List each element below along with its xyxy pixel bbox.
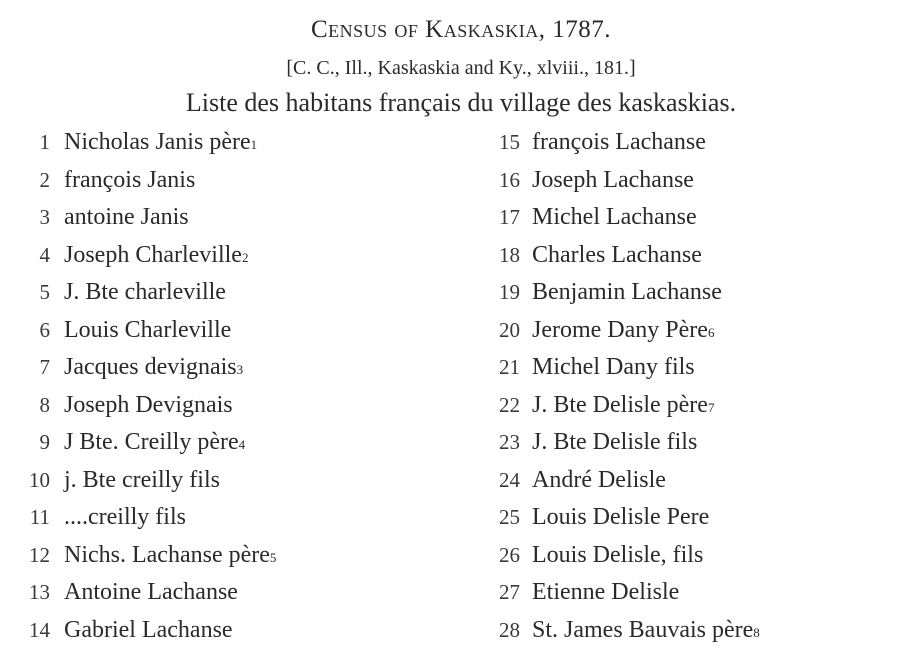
page-title: Census of Kaskaskia, 1787. — [310, 16, 611, 43]
list-item: 28 St. James Bauvais père 8 — [476, 612, 916, 650]
list-item: 4 Joseph Charleville 2 — [4, 237, 464, 275]
list-item — [4, 462, 464, 500]
entry-name: J. Bte charleville — [64, 279, 226, 305]
entry-number: 15 — [499, 130, 520, 154]
list-item — [4, 612, 464, 650]
right-column-list — [476, 124, 916, 649]
entry-number: 7 — [39, 355, 50, 379]
entry-number: 12 — [29, 542, 50, 567]
entry-number: 6 — [39, 317, 50, 342]
entry-number: 21 — [499, 355, 520, 379]
entry-name: Joseph Devignais — [64, 391, 233, 418]
entry-name: antoine Janis — [64, 204, 189, 230]
list-item: 20 Jerome Dany Père 6 — [476, 312, 916, 350]
list-item — [4, 274, 464, 312]
list-item — [476, 237, 916, 275]
entry-name: J. Bte Delisle fils — [532, 429, 698, 455]
entry-name: Nicholas Janis père — [64, 129, 251, 155]
entry-number: 14 — [29, 617, 50, 642]
entry-name: françois Lachanse — [532, 129, 706, 155]
list-item — [476, 537, 916, 575]
entry-number: 25 — [499, 505, 520, 529]
entry-number: 13 — [29, 580, 50, 604]
list-item: 9 J Bte. Creilly père 4 — [4, 424, 464, 462]
list-item — [4, 387, 464, 425]
entry-number: 17 — [499, 205, 520, 229]
list-item — [4, 499, 464, 537]
list-item — [476, 424, 916, 462]
list-item — [4, 574, 464, 612]
entry-number: 27 — [499, 580, 520, 604]
entry-number: 26 — [499, 542, 520, 567]
list-item — [476, 349, 916, 387]
entry-name: Joseph Charleville — [64, 241, 242, 268]
entry-number: 4 — [39, 242, 50, 267]
entry-number: 16 — [499, 167, 520, 192]
entry-name: Antoine Lachanse — [64, 579, 238, 605]
list-item: 22 J. Bte Delisle père 7 — [476, 387, 916, 425]
list-item — [4, 162, 464, 200]
left-column-list — [4, 124, 464, 649]
entry-name: Gabriel Lachanse — [64, 616, 233, 643]
entry-name: St. James Bauvais père — [532, 616, 754, 643]
entry-name: André Delisle — [532, 466, 666, 493]
entry-name: françois Janis — [64, 166, 196, 193]
list-item — [476, 124, 916, 162]
list-item — [476, 574, 916, 612]
entry-number: 1 — [39, 130, 50, 154]
entry-name: Louis Delisle Pere — [532, 504, 710, 530]
entry-name: Louis Charleville — [64, 316, 232, 343]
entry-name: Louis Delisle, fils — [532, 541, 704, 568]
list-item — [4, 312, 464, 350]
list-item: 12 Nichs. Lachanse père 5 — [4, 537, 464, 575]
entry-number: 5 — [39, 280, 50, 304]
entry-number: 2 — [39, 167, 50, 192]
list-item: 1 Nicholas Janis père 1 — [4, 124, 464, 162]
entry-name: Jerome Dany Père — [532, 316, 708, 343]
entry-number: 22 — [499, 392, 520, 417]
entry-number: 28 — [499, 617, 520, 642]
list-item: 7 Jacques devignais 3 — [4, 349, 464, 387]
entry-name: J. Bte Delisle père — [532, 391, 708, 418]
list-item — [476, 199, 916, 237]
entry-number: 20 — [499, 317, 520, 342]
entry-name: J Bte. Creilly père — [64, 429, 239, 455]
entry-name: j. Bte creilly fils — [64, 466, 220, 493]
entry-number: 24 — [499, 467, 520, 492]
entry-number: 23 — [499, 430, 520, 454]
entry-name: Jacques devignais — [64, 354, 237, 380]
entry-name: Charles Lachanse — [532, 241, 702, 268]
list-subtitle: Liste des habitans français du village des kaskaskias. — [185, 88, 737, 117]
entry-name: ....creilly fils — [64, 504, 186, 530]
entry-number: 8 — [39, 392, 50, 417]
list-item — [4, 199, 464, 237]
list-item — [476, 274, 916, 312]
entry-name: Michel Dany fils — [532, 354, 695, 380]
entry-number: 3 — [39, 205, 50, 229]
entry-number: 11 — [29, 505, 50, 529]
entry-number: 19 — [499, 280, 520, 304]
entry-name: Michel Lachanse — [532, 204, 697, 230]
entry-number: 18 — [499, 242, 520, 267]
entry-name: Benjamin Lachanse — [532, 279, 722, 305]
list-item — [476, 462, 916, 500]
entry-name: Nichs. Lachanse père — [64, 541, 270, 568]
list-item — [476, 162, 916, 200]
entry-name: Joseph Lachanse — [532, 166, 694, 193]
entry-number: 9 — [39, 430, 50, 454]
entry-name: Etienne Delisle — [532, 579, 680, 605]
source-citation: [C. C., Ill., Kaskaskia and Ky., xlviii., 181.] — [286, 57, 636, 79]
list-item — [476, 499, 916, 537]
entry-number: 10 — [29, 467, 50, 492]
